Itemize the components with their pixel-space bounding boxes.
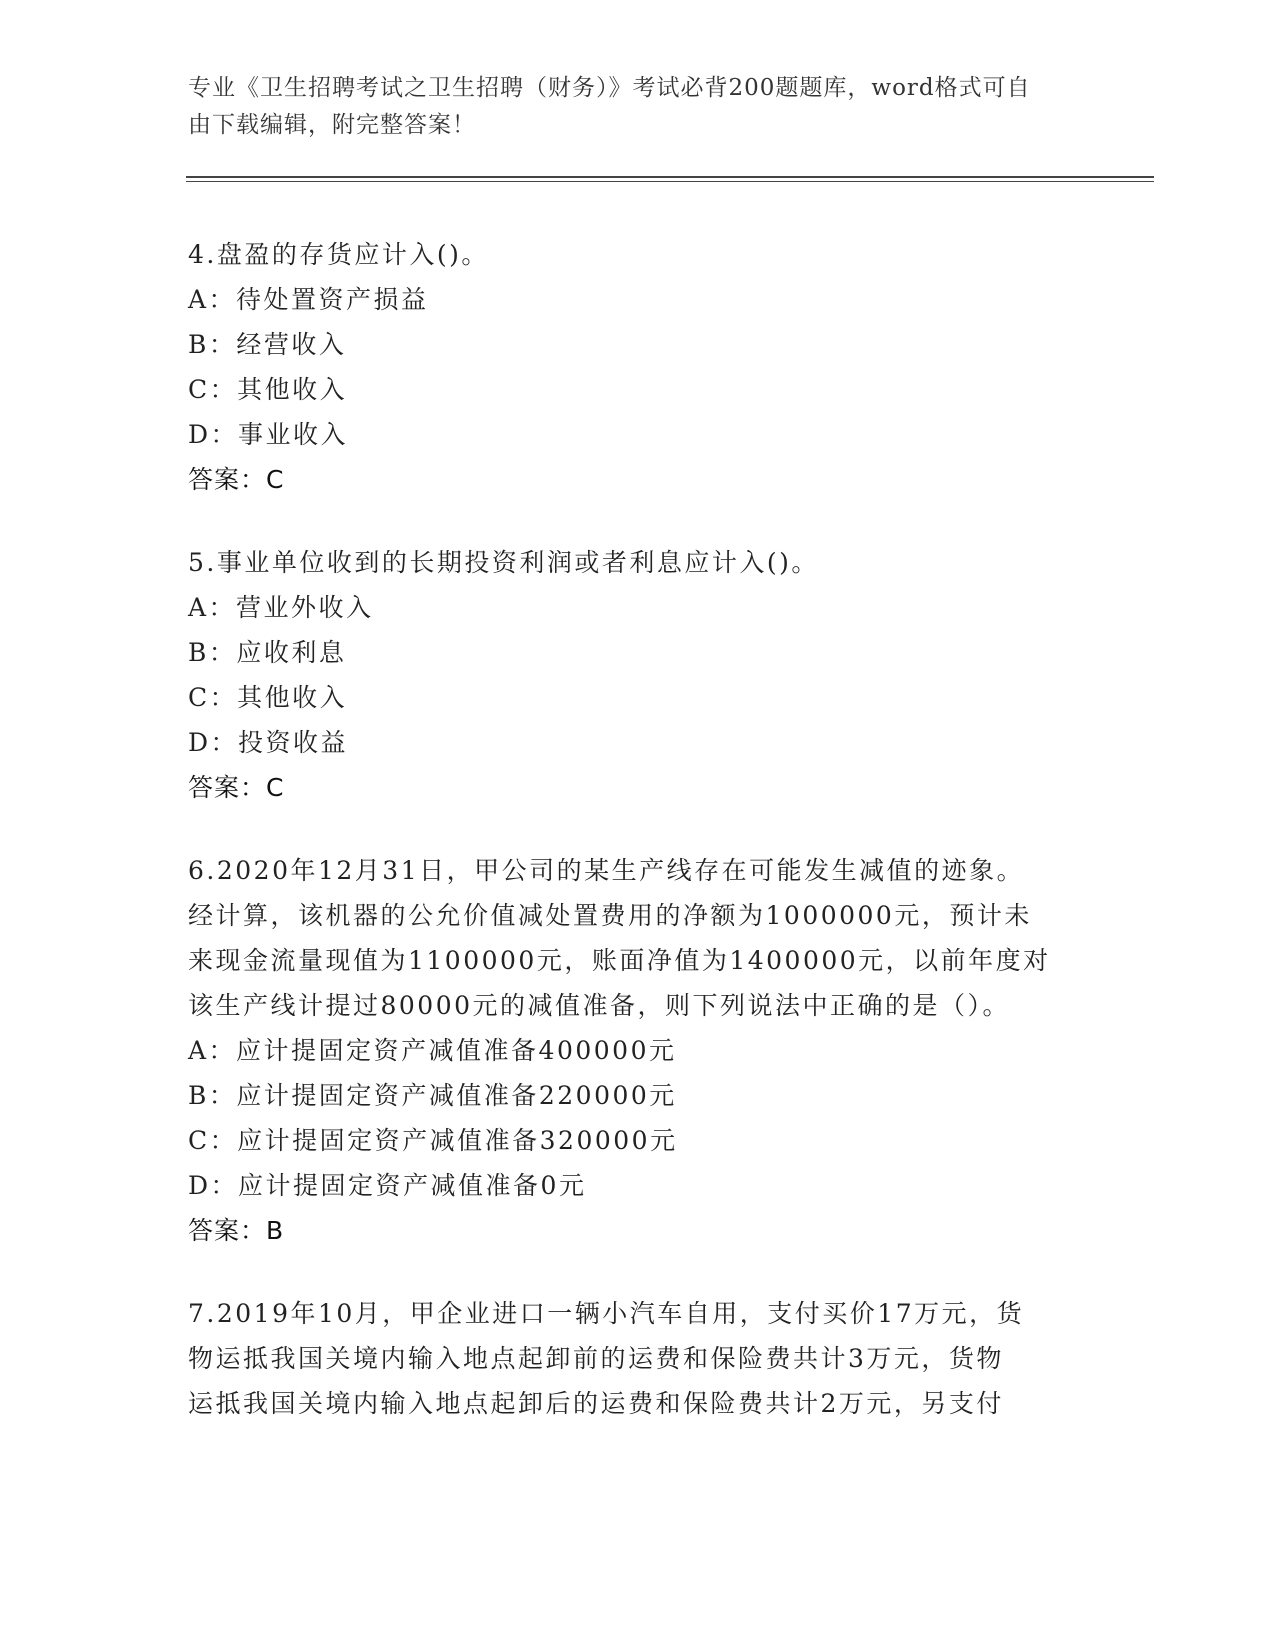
- option-a: A：营业外收入: [188, 593, 374, 622]
- option-d: D：投资收益: [188, 728, 349, 757]
- question-stem-line: 来现金流量现值为1100000元，账面净值为1400000元，以前年度对: [188, 946, 1051, 975]
- question-5: [188, 540, 1068, 810]
- header-divider-bottom: [186, 181, 1154, 182]
- answer: 答案：C: [188, 773, 285, 802]
- answer: 答案：B: [188, 1216, 285, 1245]
- option-a: A：待处置资产损益: [188, 285, 429, 314]
- question-6: [188, 848, 1068, 1253]
- question-stem-line: 7.2019年10月，甲企业进口一辆小汽车自用，支付买价17万元，货: [188, 1299, 1025, 1328]
- option-a: A：应计提固定资产减值准备400000元: [188, 1036, 677, 1065]
- question-list: [188, 232, 1068, 1464]
- header-line-1: 专业《卫生招聘考试之卫生招聘（财务）》考试必背200题题库，word格式可自: [188, 75, 1031, 101]
- question-stem-line: 运抵我国关境内输入地点起卸后的运费和保险费共计2万元，另支付: [188, 1389, 1004, 1418]
- question-stem: 5.事业单位收到的长期投资利润或者利息应计入()。: [188, 548, 819, 577]
- question-stem-line: 物运抵我国关境内输入地点起卸前的运费和保险费共计3万元，货物: [188, 1344, 1004, 1373]
- option-c: C：其他收入: [188, 375, 348, 404]
- option-b: B：经营收入: [188, 330, 347, 359]
- answer: 答案：C: [188, 465, 285, 494]
- question-stem-line: 经计算，该机器的公允价值减处置费用的净额为1000000元，预计未: [188, 901, 1032, 930]
- question-stem-line: 6.2020年12月31日，甲公司的某生产线存在可能发生减值的迹象。: [188, 856, 1025, 885]
- option-b: B：应收利息: [188, 638, 347, 667]
- question-stem: 4.盘盈的存货应计入()。: [188, 240, 489, 269]
- option-c: C：其他收入: [188, 683, 348, 712]
- question-7: [188, 1291, 1068, 1426]
- option-b: B：应计提固定资产减值准备220000元: [188, 1081, 677, 1110]
- document-header: [188, 70, 1068, 144]
- option-c: C：应计提固定资产减值准备320000元: [188, 1126, 678, 1155]
- question-stem-line: 该生产线计提过80000元的减值准备，则下列说法中正确的是（）。: [188, 991, 1011, 1020]
- option-d: D：应计提固定资产减值准备0元: [188, 1171, 587, 1200]
- header-divider-top: [186, 176, 1154, 178]
- question-4: [188, 232, 1068, 502]
- option-d: D：事业收入: [188, 420, 349, 449]
- header-line-2: 由下载编辑，附完整答案！: [188, 112, 476, 138]
